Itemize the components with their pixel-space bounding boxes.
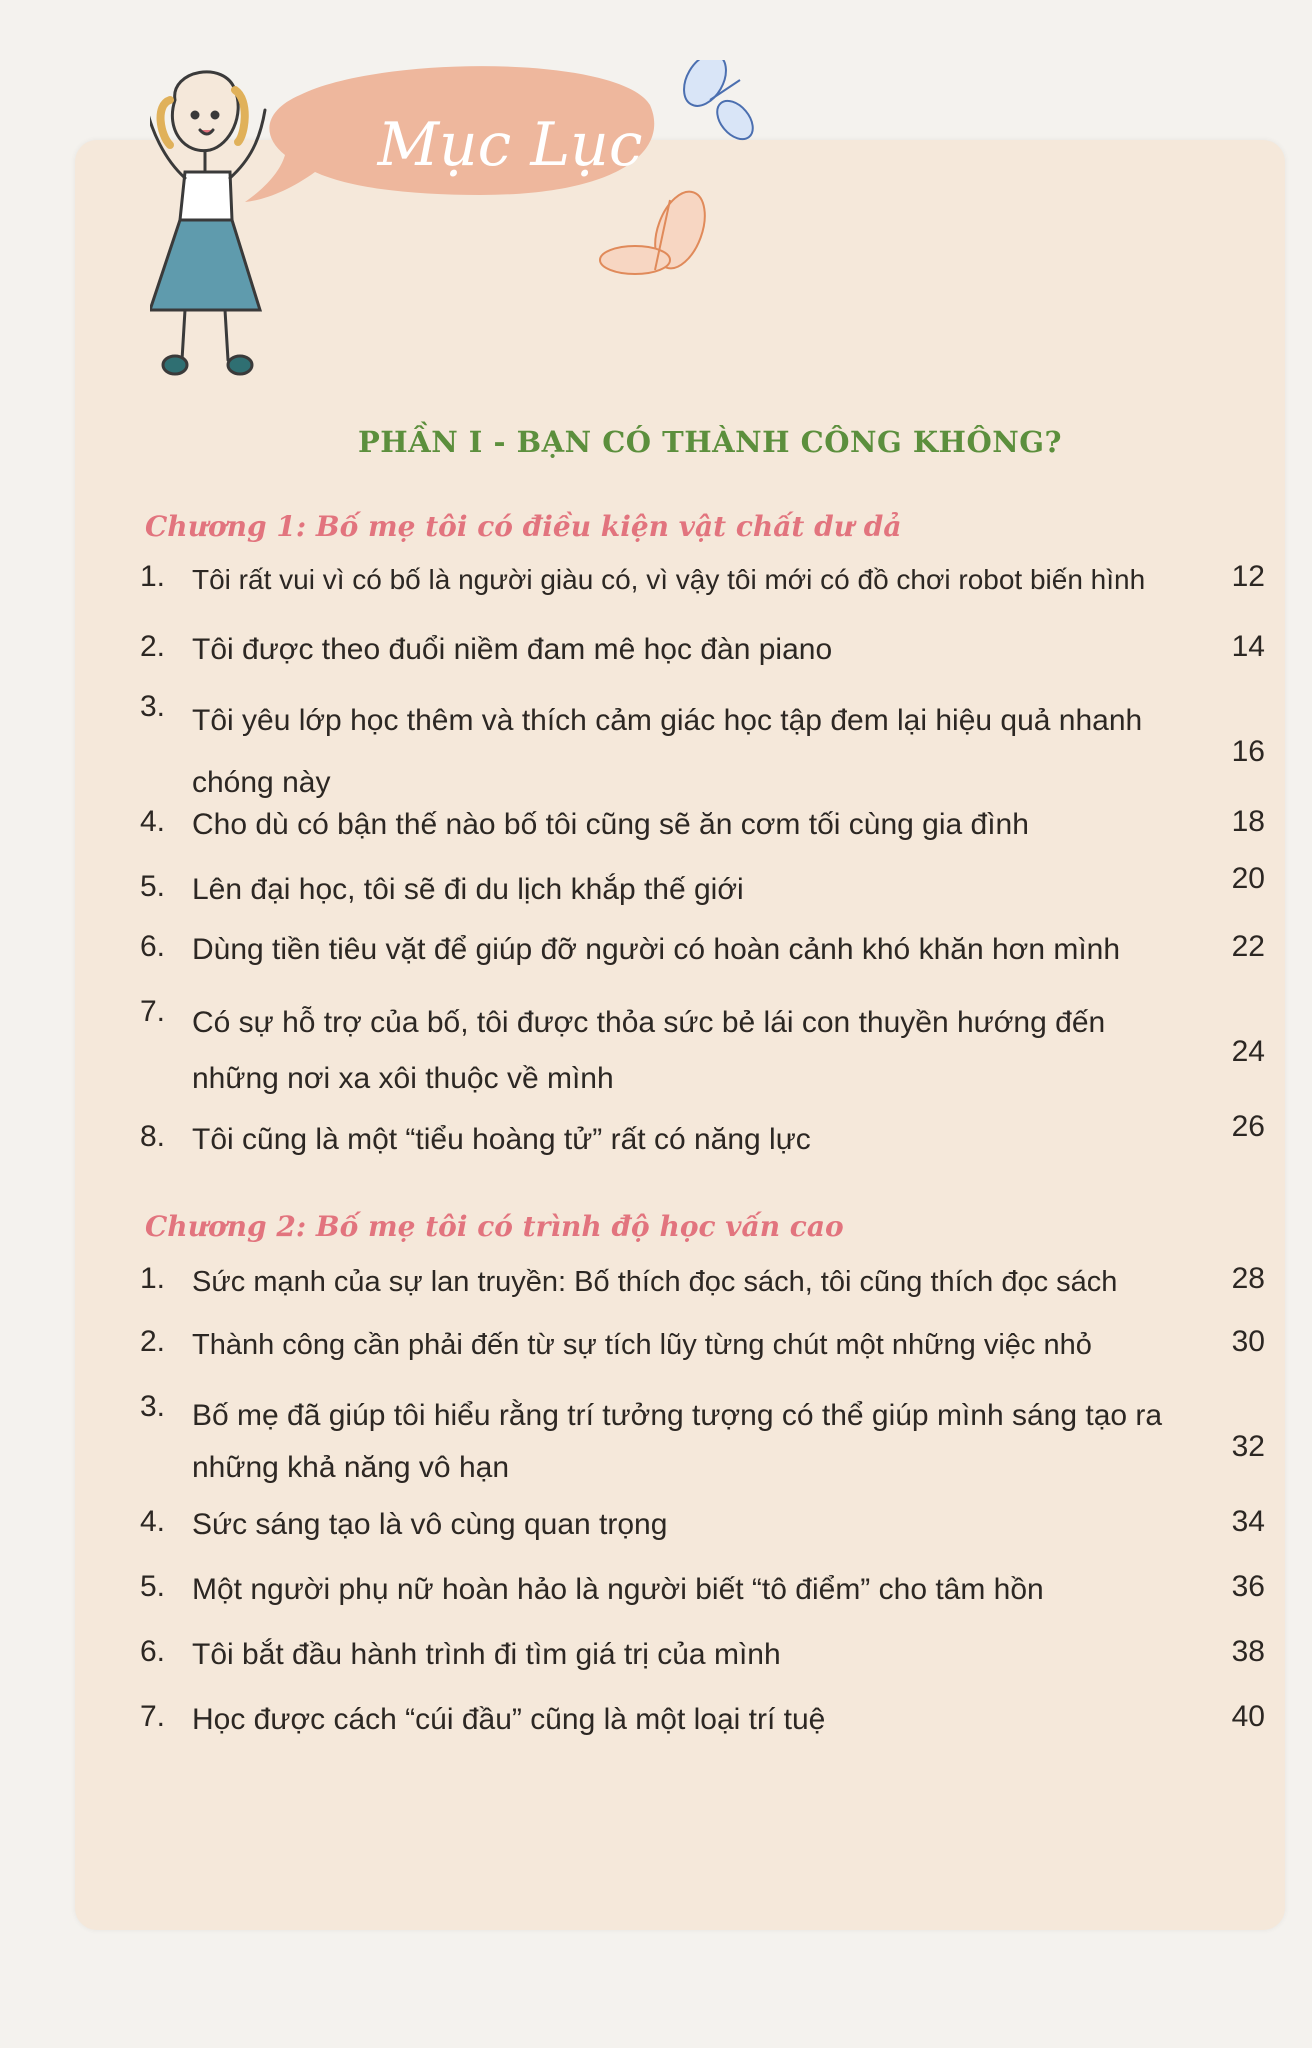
entry-title: Học được cách “cúi đầu” cũng là một loại trí tuệ xyxy=(192,1703,826,1736)
entry-page: 40 xyxy=(1231,1700,1265,1733)
entry-number: 2. xyxy=(140,630,166,663)
entry-title: Tôi cũng là một “tiểu hoàng tử” rất có năng lực xyxy=(192,1123,811,1156)
chapter-title: Chương 1: Bố mẹ tôi có điều kiện vật chất dư dả xyxy=(145,510,902,543)
entry-page: 36 xyxy=(1231,1570,1265,1603)
entry-page: 18 xyxy=(1231,805,1265,838)
toc-entry[interactable] xyxy=(140,560,1265,640)
entry-number: 6. xyxy=(140,1635,166,1668)
entry-number: 3. xyxy=(140,690,166,723)
entry-number: 6. xyxy=(140,930,166,963)
toc-entry[interactable] xyxy=(140,1700,1265,1780)
chapter-title: Chương 2: Bố mẹ tôi có trình độ học vấn cao xyxy=(145,1210,844,1243)
toc-title: Mục Lục xyxy=(377,110,643,180)
toc-entry[interactable] xyxy=(140,1110,1265,1200)
entry-number: 5. xyxy=(140,870,166,903)
toc-entry[interactable] xyxy=(140,690,1265,799)
entry-number: 1. xyxy=(140,1262,166,1295)
entry-page: 26 xyxy=(1231,1110,1265,1143)
entry-title: Sức sáng tạo là vô cùng quan trọng xyxy=(192,1508,668,1541)
entry-page: 34 xyxy=(1231,1505,1265,1538)
entry-title: Cho dù có bận thế nào bố tôi cũng sẽ ăn cơm tối cùng gia đình xyxy=(192,808,1029,841)
entry-number: 4. xyxy=(140,1505,166,1538)
entry-page: 16 xyxy=(1231,735,1265,768)
toc-entry[interactable] xyxy=(140,995,1265,1095)
entry-title: Thành công cần phải đến từ sự tích lũy từng chút một những việc nhỏ xyxy=(192,1329,1092,1361)
entry-title: Sức mạnh của sự lan truyền: Bố thích đọc sách, tôi cũng thích đọc sách xyxy=(192,1266,1118,1298)
girl-drawing-icon xyxy=(150,72,265,374)
entry-page: 28 xyxy=(1231,1262,1265,1295)
entry-number: 3. xyxy=(140,1390,166,1423)
entry-title: Bố mẹ đã giúp tôi hiểu rằng trí tưởng tượng có thể giúp mình sáng tạo ra những khả năng vô hạn xyxy=(192,1399,1163,1484)
entry-title: Lên đại học, tôi sẽ đi du lịch khắp thế giới xyxy=(192,873,744,906)
entry-title: Dùng tiền tiêu vặt để giúp đỡ người có hoàn cảnh khó khăn hơn mình xyxy=(192,933,1121,966)
entry-title: Tôi được theo đuổi niềm đam mê học đàn piano xyxy=(192,633,833,666)
entry-page: 22 xyxy=(1231,930,1265,963)
part-title: PHẦN I - BẠN CÓ THÀNH CÔNG KHÔNG? xyxy=(358,425,1062,459)
toc-entry[interactable] xyxy=(140,1390,1265,1484)
entry-title: Tôi rất vui vì có bố là người giàu có, vì vậy tôi mới có đồ chơi robot biến hình xyxy=(192,564,1146,595)
entry-number: 5. xyxy=(140,1570,166,1603)
entry-number: 7. xyxy=(140,1700,166,1733)
entry-title: Tôi bắt đầu hành trình đi tìm giá trị của mình xyxy=(192,1638,781,1671)
entry-title: Một người phụ nữ hoàn hảo là người biết “tô điểm” cho tâm hồn xyxy=(192,1573,1044,1606)
entry-title: Tôi yêu lớp học thêm và thích cảm giác học tập đem lại hiệu quả nhanh chóng này xyxy=(192,704,1143,799)
entry-page: 12 xyxy=(1231,560,1265,593)
entry-page: 24 xyxy=(1231,1035,1265,1068)
entry-page: 32 xyxy=(1231,1430,1265,1463)
entry-page: 30 xyxy=(1231,1325,1265,1358)
entry-title: Có sự hỗ trợ của bố, tôi được thỏa sức bẻ lái con thuyền hướng đến những nơi xa xôi thuộc về mình xyxy=(192,1006,1106,1095)
entry-page: 20 xyxy=(1231,862,1265,895)
blue-butterfly-icon xyxy=(675,60,759,146)
entry-page: 38 xyxy=(1231,1635,1265,1668)
entry-number: 2. xyxy=(140,1325,166,1358)
entry-number: 1. xyxy=(140,560,166,593)
entry-number: 8. xyxy=(140,1120,166,1153)
entry-number: 7. xyxy=(140,995,166,1028)
orange-butterfly-icon xyxy=(600,185,714,275)
entry-number: 4. xyxy=(140,805,166,838)
entry-page: 14 xyxy=(1231,630,1265,663)
